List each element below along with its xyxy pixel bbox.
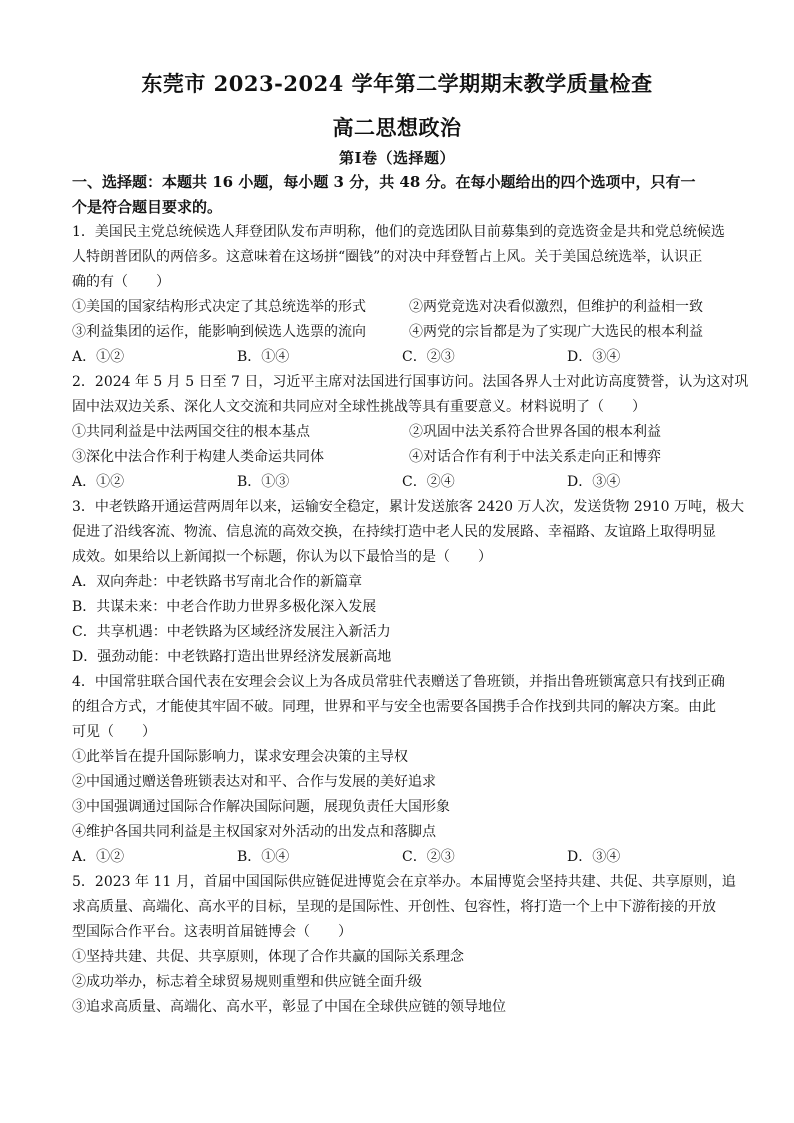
question-stem: 成效。如果给以上新闻拟一个标题，你认为以下最恰当的是（ ） [72,549,492,565]
section-instruction: 个是符合题目要求的。 [72,198,223,216]
choice-b: B．①④ [237,849,290,865]
question-4 [72,670,732,870]
statement-row [72,445,732,470]
statement: ②中国通过赠送鲁班锁表达对和平、合作与发展的美好追求 [72,774,436,790]
choice-d: D．强劲动能：中老铁路打造出世界经济发展新高地 [72,649,392,665]
question-stem: 求高质量、高端化、高水平的目标，呈现的是国际性、开创性、包容性，将打造一个上中下游衔接的开放 [72,899,716,915]
question-stem: 可见（ ） [72,724,156,740]
choice-c: C．②④ [402,474,455,490]
choice-c: C．共享机遇：中老铁路为区域经济发展注入新活力 [72,624,391,640]
question-1 [72,220,732,370]
question-stem: 的组合方式，才能使其牢固不破。同理，世界和平与安全也需要各国携手合作找到共同的解决方案。由此 [72,699,716,715]
question-stem: 2．2024 年 5 月 5 日至 7 日，习近平主席对法国进行国事访问。法国各界人士对此访高度赞誉，认为这对巩 [72,374,749,390]
statement-row [72,420,732,445]
question-stem: 1．美国民主党总统候选人拜登团队发布声明称，他们的竞选团队目前募集到的竞选资金是共和党总统候选 [72,224,725,240]
statement: ④对话合作有利于中法关系走向正和博弈 [409,449,661,465]
question-stem: 人特朗普团队的两倍多。这意味着在这场拼“圈钱”的对决中拜登暂占上风。关于美国总统选举，认识正 [72,249,703,265]
question-3 [72,495,744,670]
choice-d: D．③④ [567,474,621,490]
statement: ①共同利益是中法两国交往的根本基点 [72,424,310,440]
question-stem: 固中法双边关系、深化人文交流和共同应对全球性挑战等具有重要意义。材料说明了（ ） [72,399,646,415]
statement: ②两党竞选对决看似激烈，但维护的利益相一致 [409,299,703,315]
question-stem: 5．2023 年 11 月，首届中国国际供应链促进博览会在京举办。本届博览会坚持共建、共促、共享原则，追 [72,874,736,890]
question-stem: 促进了沿线客流、物流、信息流的高效交换，在持续打造中老人民的发展路、幸福路、友谊路上取得明显 [72,524,716,540]
statement: ①坚持共建、共促、共享原则，体现了合作共赢的国际关系理念 [72,949,464,965]
exam-title: 东莞市 2023-2024 学年第二学期期末教学质量检查 [141,71,653,96]
choice-d: D．③④ [567,849,621,865]
choice-row [72,845,732,870]
exam-content [72,170,749,1020]
statement-row [72,320,732,345]
choice-b: B．共谋未来：中老合作助力世界多极化深入发展 [72,599,377,615]
statement: ①美国的国家结构形式决定了其总统选举的形式 [72,299,366,315]
statement: ②巩固中法关系符合世界各国的根本利益 [409,424,661,440]
statement: ③利益集团的运作，能影响到候选人选票的流向 [72,324,366,340]
choice-a: A．①② [72,849,125,865]
choice-row [72,470,732,495]
choice-a: A．①② [72,349,125,365]
question-stem: 型国际合作平台。这表明首届链博会（ ） [72,924,352,940]
question-2 [72,370,749,495]
question-stem: 4．中国常驻联合国代表在安理会会议上为各成员常驻代表赠送了鲁班锁，并指出鲁班锁寓意只有找到正确 [72,674,725,690]
choice-row [72,345,732,370]
statement: ④两党的宗旨都是为了实现广大选民的根本利益 [409,324,703,340]
choice-b: B．①③ [237,474,290,490]
section-instruction: 一、选择题：本题共 16 小题，每小题 3 分，共 48 分。在每小题给出的四个选项中，只有一 [72,173,696,191]
exam-subject: 高二思想政治 [332,115,462,140]
statement: ③追求高质量、高端化、高水平，彰显了中国在全球供应链的领导地位 [72,999,506,1015]
question-stem: 确的有（ ） [72,274,170,290]
choice-b: B．①④ [237,349,290,365]
statement-row [72,295,732,320]
statement: ④维护各国共同利益是主权国家对外活动的出发点和落脚点 [72,824,436,840]
statement: ①此举旨在提升国际影响力，谋求安理会决策的主导权 [72,749,408,765]
choice-a: A．①② [72,474,125,490]
choice-c: C．②③ [402,849,455,865]
question-stem: 3．中老铁路开通运营两周年以来，运输安全稳定，累计发送旅客 2420 万人次，发送货物 2910 万吨，极大 [72,499,744,515]
statement: ③深化中法合作利于构建人类命运共同体 [72,449,324,465]
statement: ②成功举办，标志着全球贸易规则重塑和供应链全面升级 [72,974,422,990]
choice-a: A．双向奔赴：中老铁路书写南北合作的新篇章 [72,574,363,590]
question-5 [72,870,736,1020]
volume-heading: 第Ⅰ卷（选择题） [338,149,456,167]
statement: ③中国强调通过国际合作解决国际问题，展现负责任大国形象 [72,799,450,815]
choice-c: C．②③ [402,349,455,365]
choice-d: D．③④ [567,349,621,365]
